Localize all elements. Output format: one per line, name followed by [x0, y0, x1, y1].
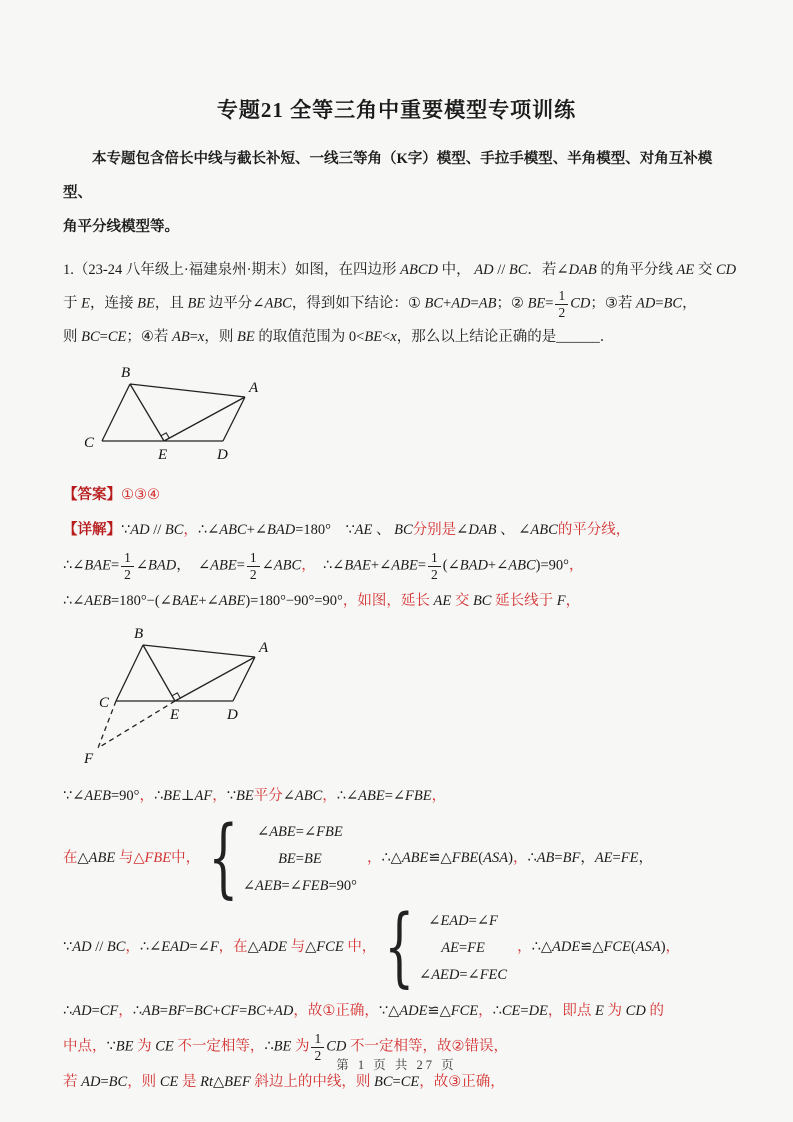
congruence-system-2 [63, 897, 730, 998]
intro-line-1: 本专题包含倍长中线与截长补短、一线三等角（K字）模型、手拉手模型、半角模型、对角互补模型、 [63, 151, 713, 201]
left-brace: { [384, 897, 415, 998]
brace2-rows [419, 909, 507, 987]
vertex-label-C: C [84, 435, 95, 452]
question-1 [63, 258, 737, 350]
congruence-system-1 [63, 808, 730, 909]
brace2-suffix: ，∴△ADE≌△FCE(ASA)， [517, 939, 681, 956]
answer-line: 【答案】①③④ [63, 487, 160, 504]
brace1-suffix: ，∴△ABE≌△FBE(ASA)，∴AB=BF，AE=FE， [366, 850, 653, 867]
page-title: 专题21 全等三角中重要模型专项训练 [216, 98, 577, 122]
solution-paragraph-2: 中点，∵BE 为 CE 不一定相等，∴BE 为 $\frac{1}{2}$ CD 不一定相等，故②错误， [63, 1031, 508, 1063]
figure-2-labels [83, 626, 269, 767]
equation-row: ∠ABE=∠FBE [257, 823, 343, 840]
brace1-prefix: 在△ABE 与△FBE中， [63, 850, 201, 867]
page-number: 第 1 页 共 27 页 [336, 1058, 457, 1072]
equation-row: AE=FE [441, 939, 485, 956]
question-line-2: 于 E，连接 BE，且 BE 边平分∠ABC，得到如下结论：① BC+AD=AB；② BE= $\frac{1}{2}$ CD；③若 AD=BC， [63, 288, 697, 320]
solution-line-1: 【详解】∵AD // BC，∴∠ABC+∠BAD=180° ∵AE 、 BC分别是∠DAB 、 ∠ABC的平分线， [63, 522, 631, 539]
figure-1-lines [102, 384, 245, 441]
intro-line-2: 角平分线模型等。 [63, 219, 179, 235]
brace1-rows [243, 820, 357, 898]
equation-row: ∠AEB=∠FEB=90° [242, 877, 357, 894]
vertex-label-C: C [99, 695, 110, 712]
equation-row: BE=BE [278, 850, 322, 867]
question-line-1: 1.（23-24 八年级上·福建泉州·期末）如图，在四边形 ABCD 中， AD // BC．若∠DAB 的角平分线 AE 交 CD [63, 262, 737, 278]
vertex-label-F: F [84, 751, 94, 768]
solution-line-4: ∵∠AEB=90°，∴BE⊥AF，∵BE平分∠ABC，∴∠ABE=∠FBE， [63, 788, 447, 805]
vertex-label-E: E [170, 707, 180, 724]
intro-paragraph [63, 142, 730, 244]
figure-2-lines [98, 645, 255, 748]
dashed-extension-lines [98, 701, 175, 748]
solution-line-2: ∴∠BAE= $\frac{1}{2}$ ∠BAD， ∠ABE= $\frac{1}{2}$ ∠ABC， ∴∠BAE+∠ABE= $\frac{1}{2}$ (∠BAD+∠ABC)=90°， [63, 550, 584, 582]
vertex-label-D: D [217, 447, 228, 464]
vertex-label-E: E [158, 447, 168, 464]
vertex-label-B: B [121, 365, 131, 382]
brace2-prefix: ∵AD // BC，∴∠EAD=∠F，在△ADE 与△FCE 中， [63, 939, 377, 956]
solution-line-3: ∴∠AEB=180°−(∠BAE+∠ABE)=180°−90°=90°，如图，延长 AE 交 BC 延长线于 F， [63, 593, 581, 610]
vertex-label-A: A [249, 380, 259, 397]
question-line-3: 则 BC=CE；④若 AB=x，则 BE 的取值范围为 0<BE<x，那么以上结论正确的是______． [63, 329, 615, 346]
figure-2 [73, 622, 335, 772]
solution-paragraph-1: ∴AD=CF，∴AB=BF=BC+CF=BC+AD，故①正确，∵△ADE≌△FCE，∴CE=DE，即点 E 为 CD 的 [63, 1003, 664, 1020]
equation-row: ∠EAD=∠F [428, 912, 498, 929]
vertex-label-B: B [134, 626, 144, 643]
vertex-label-D: D [227, 707, 238, 724]
equation-row: ∠AED=∠FEC [419, 966, 508, 983]
figure-1-labels [84, 365, 259, 463]
solution-paragraph-3: 若 AD=BC，则 CE 是 Rt△BEF 斜边上的中线，则 BC=CE，故③正确， [63, 1074, 505, 1091]
figure-1 [73, 358, 325, 466]
left-brace: { [208, 808, 239, 909]
vertex-label-A: A [259, 640, 269, 657]
